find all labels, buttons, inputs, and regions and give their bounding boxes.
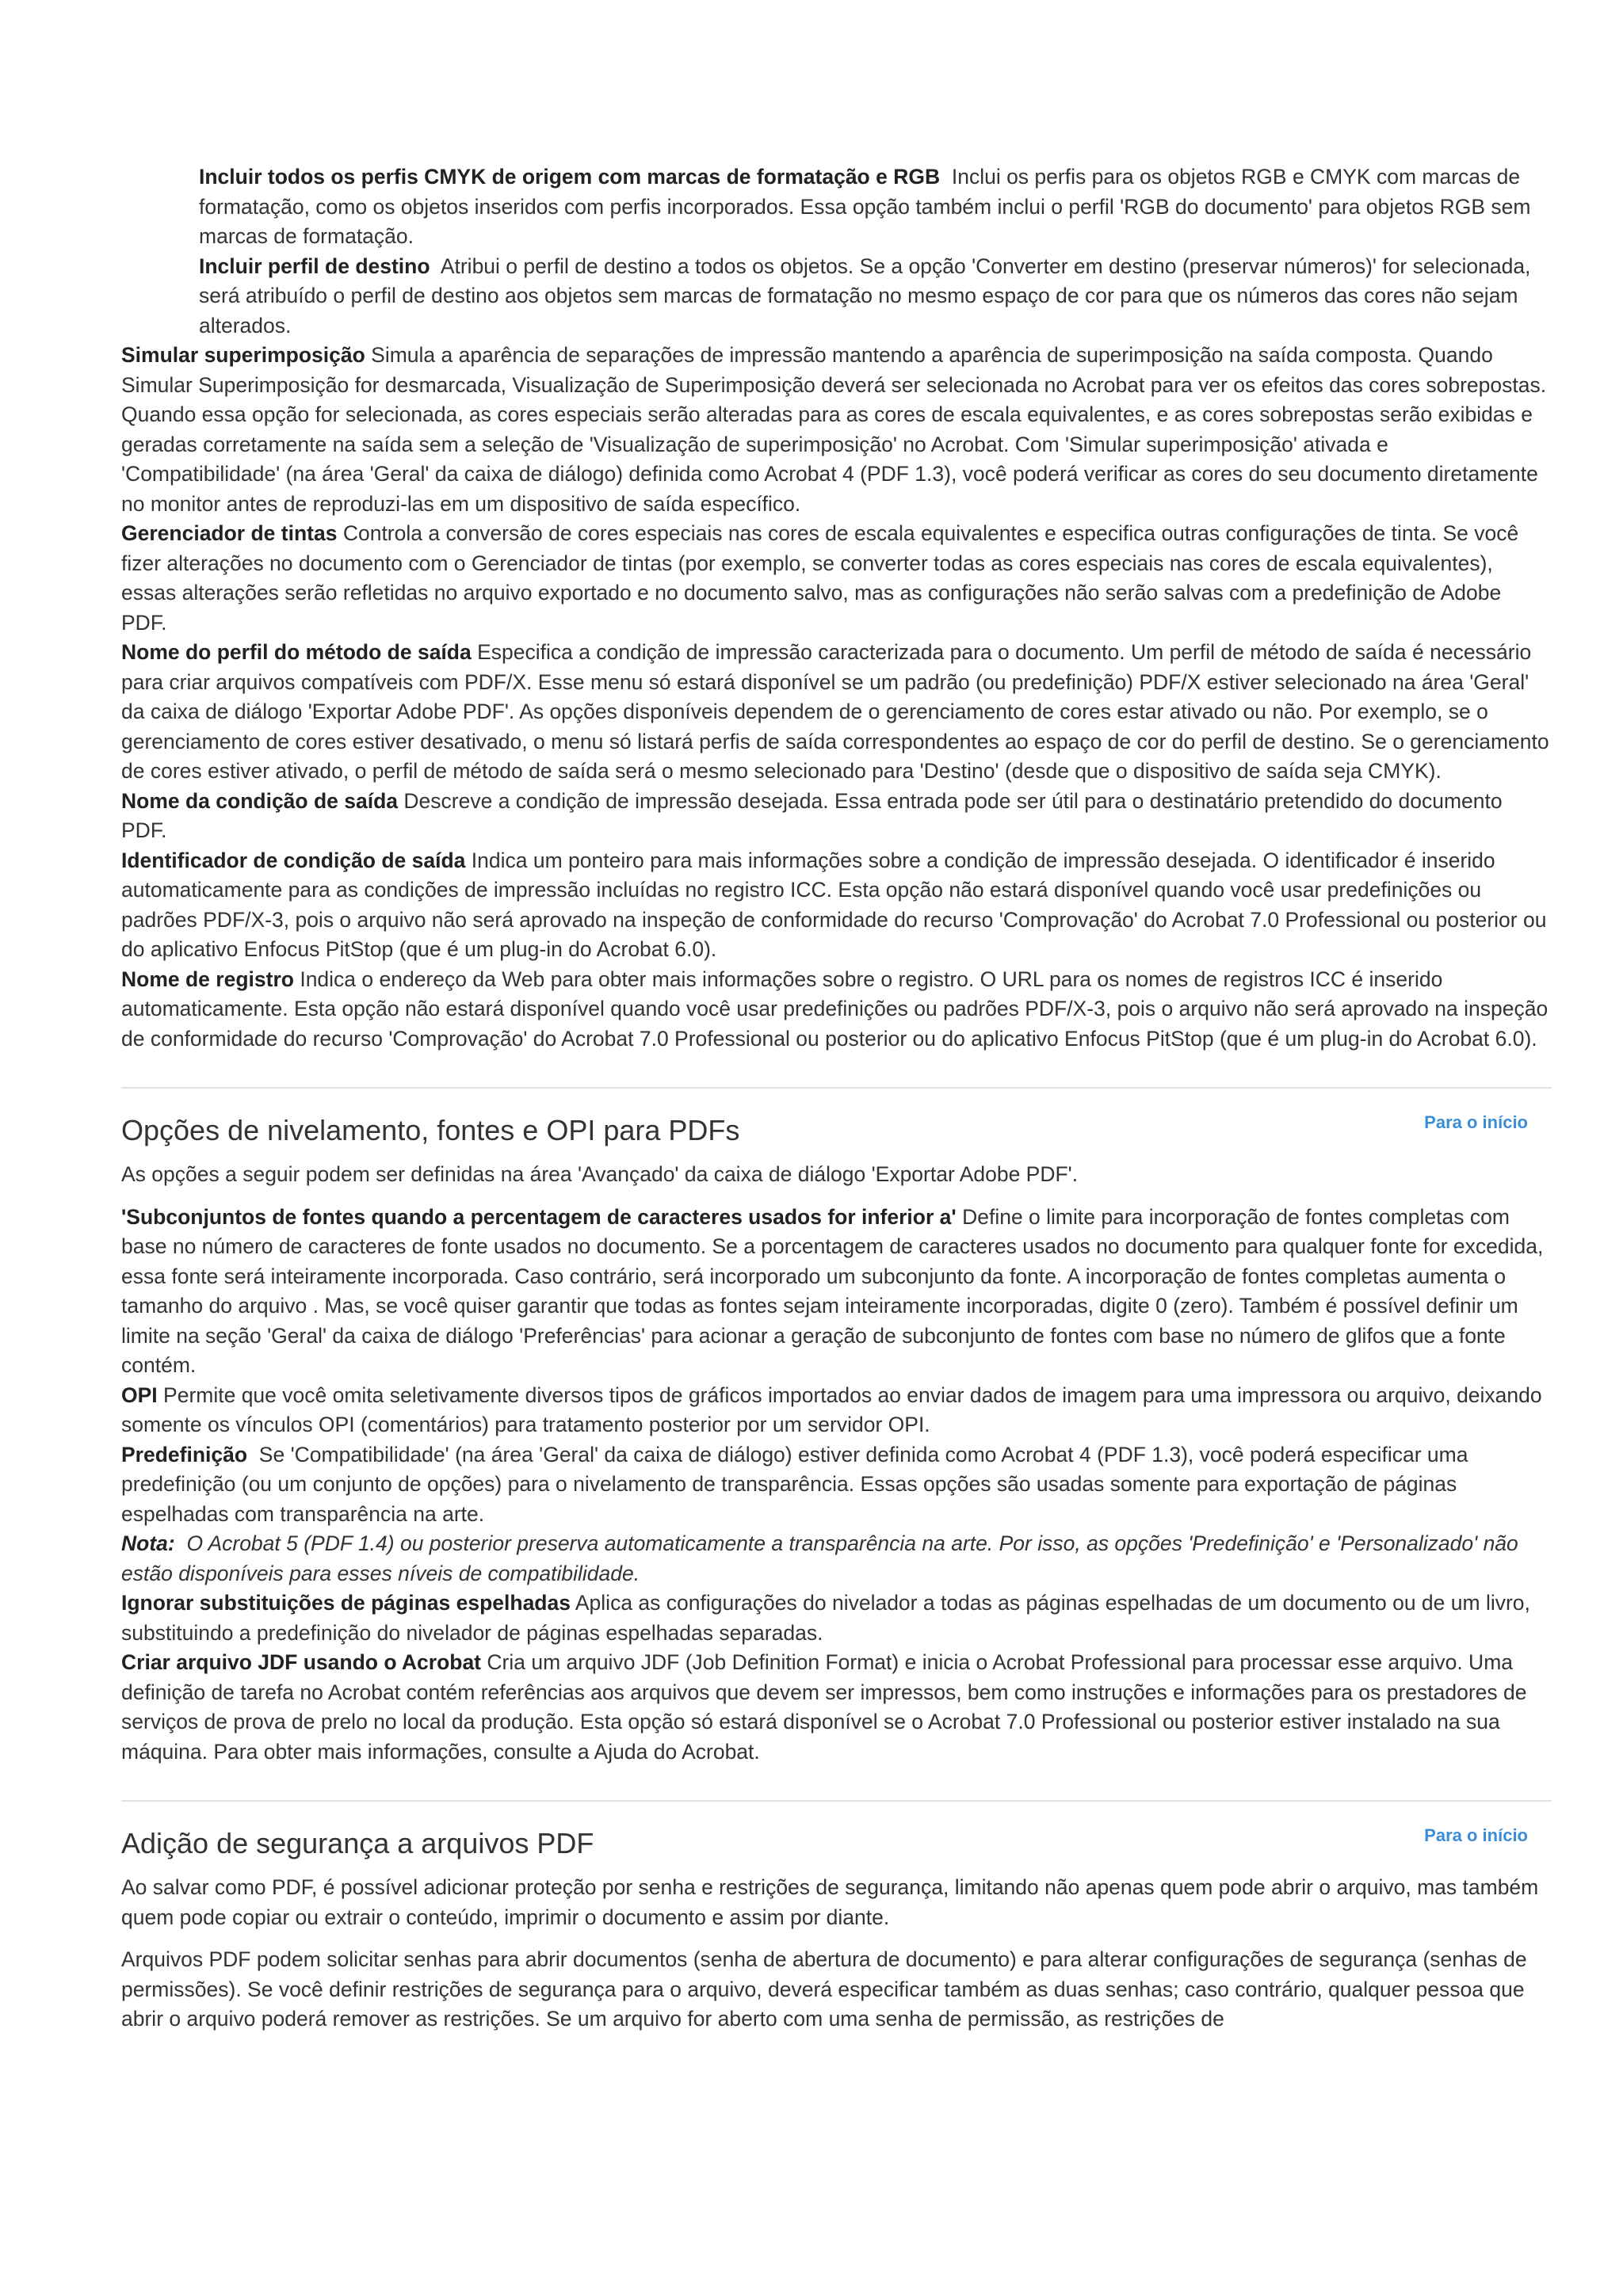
option-term: 'Subconjuntos de fontes quando a percentagem de caracteres usados for inferior a' — [121, 1204, 957, 1229]
option-term: Nome da condição de saída — [121, 788, 399, 813]
option-term: Simular superimposição — [121, 343, 365, 367]
option-description: Inclui os perfis para os objetos RGB e CMYK com marcas de formatação, como os objetos inseridos com perfis incorporados. Essa opção também inclui o perfil 'RGB do documento' para objetos RGB sem marcas de formatação. — [199, 165, 1531, 248]
option-description: Cria um arquivo JDF (Job Definition Format) e inicia o Acrobat Professional para processar esse arquivo. Uma definição de tarefa no Acrobat contém referências aos arquivos que devem ser impressos, bem como instruções e informações para os prestadores de serviços de prova de prelo no local da produção. Esta opção só estará disponível se o Acrobat 7.0 Professional ou posterior estiver instalado na sua máquina. Para obter mais informações, consulte a Ajuda do Acrobat. — [121, 1650, 1527, 1764]
document-page — [121, 162, 1552, 2047]
option-ink-manager — [121, 519, 1552, 638]
note — [121, 1529, 1552, 1589]
option-term: OPI — [121, 1383, 158, 1407]
back-to-top-link[interactable]: Para o início — [1424, 1112, 1528, 1132]
option-term: Incluir perfil de destino — [199, 254, 430, 278]
section-header — [121, 1112, 1552, 1149]
option-description: Aplica as configurações do nivelador a todas as páginas espelhadas de um documento ou de um livro, substituindo a predefinição do nivelador de páginas espelhadas separadas. — [121, 1591, 1530, 1645]
option-description: Simula a aparência de separações de impressão mantendo a aparência de superimposição na saída composta. Quando Simular Superimposição for desmarcada, Visualização de Superimposição deverá ser selecionada no Acrobat para ver os efeitos das cores sobrepostas. Quando essa opção for selecionada, as cores especiais serão alteradas para as cores de escala equivalentes, e as cores sobrepostas serão exibidas e geradas corretamente na saída sem a seleção de 'Visualização de superimposição' no Acrobat. Com 'Simular superimposição' ativada e 'Compatibilidade' (na área 'Geral' da caixa de diálogo) definida como Acrobat 4 (PDF 1.3), você poderá verificar as cores do seu documento diretamente no monitor antes de reproduzi-las em um dispositivo de saída específico. — [121, 343, 1547, 516]
section-intro: As opções a seguir podem ser definidas na área 'Avançado' da caixa de diálogo 'Exportar Adobe PDF'. — [121, 1162, 1079, 1186]
option-output-intent-profile — [121, 638, 1552, 787]
option-description: Descreve a condição de impressão desejada. Essa entrada pode ser útil para o destinatário pretendido do documento PDF. — [121, 788, 1503, 842]
section-title: Opções de nivelamento, fontes e OPI para PDFs — [121, 1114, 740, 1146]
option-subset-fonts — [121, 1203, 1552, 1381]
option-description: Controla a conversão de cores especiais nas cores de escala equivalentes e especifica outras configurações de tinta. Se você fizer alterações no documento com o Gerenciador de tintas (por exemplo, se converter todas as cores especiais nas cores de escala equivalentes), essas alterações serão refletidas no arquivo exportado e no documento salvo, mas as configurações não serão salvas com a predefinição de Adobe PDF. — [121, 521, 1519, 635]
option-description: Define o limite para incorporação de fontes completas com base no número de caracteres de fonte usados no documento. Se a porcentagem de caracteres usados no documento para qualquer fonte for excedida, essa fonte será inteiramente incorporada. Caso contrário, será incorporado um subconjunto da fonte. A incorporação de fontes completas aumenta o tamanho do arquivo . Mas, se você quiser garantir que todas as fontes sejam inteiramente incorporadas, digite 0 (zero). Também é possível definir um limite na seção 'Geral' da caixa de diálogo 'Preferências' para acionar a geração de subconjunto de fontes com base no número de glifos que a fonte contém. — [121, 1204, 1544, 1377]
option-output-condition-identifier — [121, 846, 1552, 965]
note-text: O Acrobat 5 (PDF 1.4) ou posterior preserva automaticamente a transparência na arte. Por isso, as opções 'Predefinição' e 'Personalizado' não estão disponíveis para esses níveis de compatibilidade. — [121, 1531, 1518, 1585]
option-create-jdf — [121, 1648, 1552, 1767]
option-description: Se 'Compatibilidade' (na área 'Geral' da caixa de diálogo) estiver definida como Acrobat 4 (PDF 1.3), você poderá especificar uma predefinição (ou um conjunto de opções) para o nivelamento de transparência. Essas opções são usadas somente para exportação de páginas espelhadas com transparência na arte. — [121, 1442, 1468, 1526]
option-term: Identificador de condição de saída — [121, 848, 466, 872]
option-include-destination-profile — [199, 252, 1552, 341]
section-header — [121, 1825, 1552, 1862]
paragraph: Arquivos PDF podem solicitar senhas para abrir documentos (senha de abertura de documento) e para alterar configurações de segurança (senhas de permissões). Se você definir restrições de segurança para o arquivo, deverá especificar também as duas senhas; caso contrário, qualquer pessoa que abrir o arquivo poderá remover as restrições. Se um arquivo for aberto com uma senha de permissão, as restrições de — [121, 1947, 1527, 2031]
option-output-condition-name — [121, 787, 1552, 846]
option-description: Especifica a condição de impressão caracterizada para o documento. Um perfil de método de saída é necessário para criar arquivos compatíveis com PDF/X. Esse menu só estará disponível se um padrão (ou predefinição) PDF/X estiver selecionado na área 'Geral' da caixa de diálogo 'Exportar Adobe PDF'. As opções disponíveis dependem de o gerenciamento de cores estar ativado ou não. Por exemplo, se o gerenciamento de cores estiver desativado, o menu só listará perfis de saída correspondentes ao espaço de cor do perfil de destino. Se o gerenciamento de cores estiver ativado, o perfil de método de saída será o mesmo selecionado para 'Destino' (desde que o dispositivo de saída seja CMYK). — [121, 640, 1549, 783]
section-title: Adição de segurança a arquivos PDF — [121, 1827, 594, 1859]
back-to-top-link[interactable]: Para o início — [1424, 1825, 1528, 1845]
section-pdf-security — [121, 1800, 1552, 2035]
option-term: Nome de registro — [121, 967, 294, 991]
option-registry-name — [121, 965, 1552, 1055]
note-label: Nota: — [121, 1531, 175, 1555]
option-opi — [121, 1381, 1552, 1440]
option-term: Criar arquivo JDF usando o Acrobat — [121, 1650, 482, 1674]
option-description: Indica um ponteiro para mais informações sobre a condição de impressão desejada. O identificador é inserido automaticamente para as condições de impressão incluídas no registro ICC. Esta opção não estará disponível quando você usar predefinições ou padrões PDF/X-3, pois o arquivo não será aprovado na inspeção de conformidade do recurso 'Comprovação' do Acrobat 7.0 Professional ou posterior ou do aplicativo Enfocus PitStop (que é um plug-in do Acrobat 6.0). — [121, 848, 1547, 961]
option-term: Nome do perfil do método de saída — [121, 640, 472, 664]
option-description: Permite que você omita seletivamente diversos tipos de gráficos importados ao enviar dados de imagem para uma impressora ou arquivo, deixando somente os vínculos OPI (comentários) para tratamento posterior por um servidor OPI. — [121, 1383, 1542, 1436]
paragraph: Ao salvar como PDF, é possível adicionar proteção por senha e restrições de segurança, limitando não apenas quem pode abrir o arquivo, mas também quem pode copiar ou extrair o conteúdo, imprimir o documento e assim por diante. — [121, 1875, 1539, 1929]
option-term: Gerenciador de tintas — [121, 521, 338, 545]
option-simulate-overprint — [121, 341, 1552, 519]
option-preset — [121, 1440, 1552, 1530]
option-term: Ignorar substituições de páginas espelhadas — [121, 1591, 571, 1615]
section-flattening-fonts-opi — [121, 1087, 1552, 1767]
option-description: Indica o endereço da Web para obter mais informações sobre o registro. O URL para os nomes de registros ICC é inserido automaticamente. Esta opção não estará disponível quando você usar predefinições ou padrões PDF/X-3, pois o arquivo não será aprovado na inspeção de conformidade do recurso 'Comprovação' do Acrobat 7.0 Professional ou posterior ou do aplicativo Enfocus PitStop (que é um plug-in do Acrobat 6.0). — [121, 967, 1549, 1051]
option-term: Predefinição — [121, 1442, 248, 1466]
option-ignore-spread-overrides — [121, 1589, 1552, 1648]
option-include-all-source-profiles — [199, 162, 1552, 252]
option-description: Atribui o perfil de destino a todos os objetos. Se a opção 'Converter em destino (preservar números)' for selecionada, será atribuído o perfil de destino aos objetos sem marcas de formatação no mesmo espaço de cor para que os números das cores não sejam alterados. — [199, 254, 1531, 338]
option-term: Incluir todos os perfis CMYK de origem com marcas de formatação e RGB — [199, 165, 941, 189]
